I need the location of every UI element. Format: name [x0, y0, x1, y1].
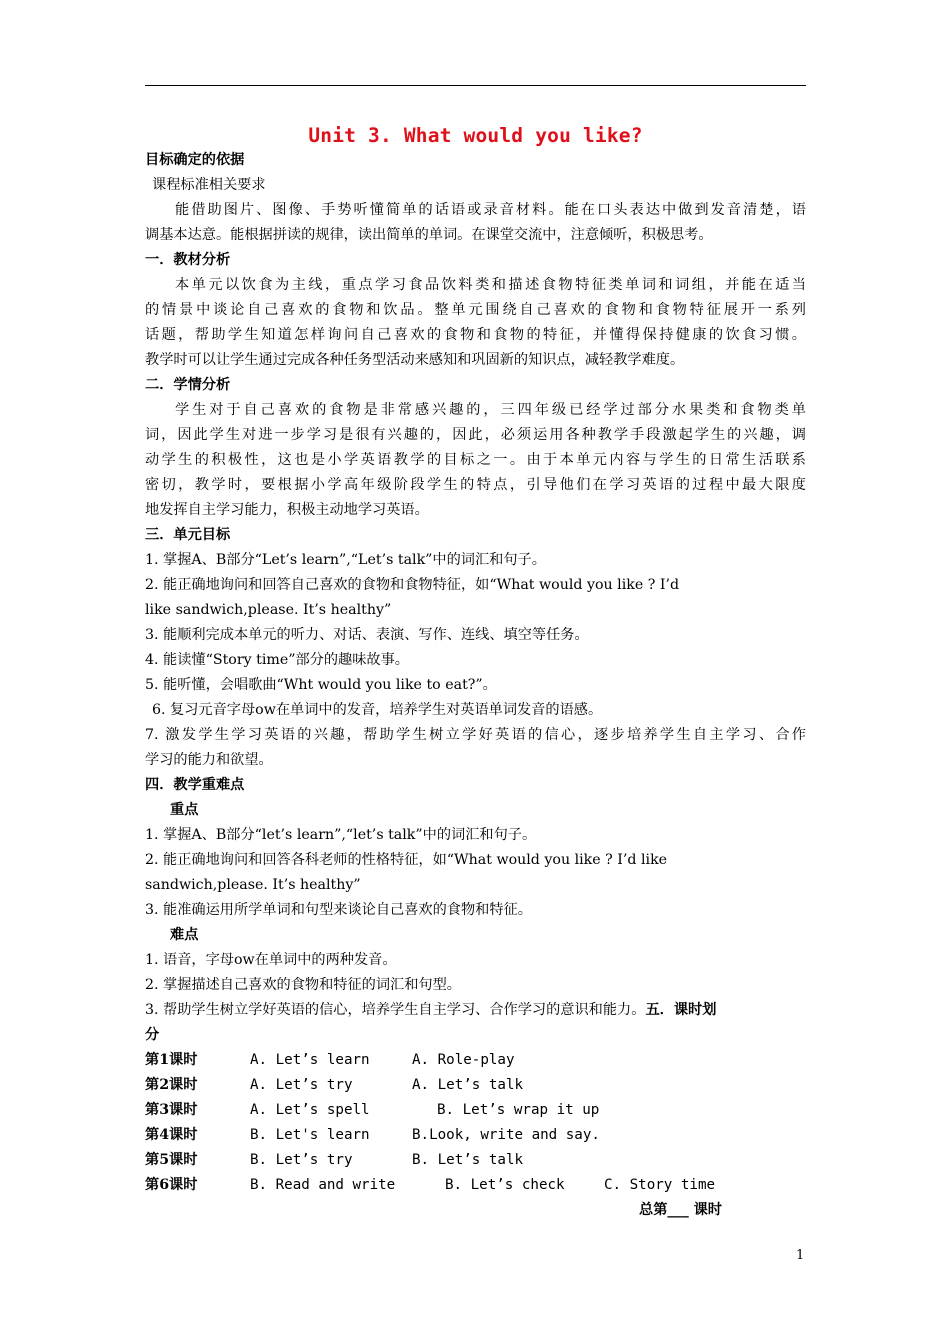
goal-5: 5. 能听懂，会唱歌曲“Wht would you like to eat?”。: [145, 677, 497, 693]
goal-2-line-2: like sandwich,please. It’s healthy”: [145, 602, 392, 618]
section-2-title: 二．学情分析: [145, 377, 231, 393]
section-1-title: 一．教材分析: [145, 252, 231, 268]
lesson-part-b: B. Let’s check: [445, 1177, 565, 1193]
lesson-part-a: B. Let's learn: [250, 1127, 370, 1143]
heading-basis: 目标确定的依据: [145, 152, 245, 168]
goal-4: 4. 能读懂“Story time”部分的趣味故事。: [145, 652, 409, 668]
goal-6: 6. 复习元音字母ow在单词中的发音，培养学生对英语单词发音的语感。: [152, 702, 603, 718]
lesson-part-b: B.Look, write and say.: [412, 1127, 600, 1143]
section-3-title: 三．单元目标: [145, 527, 231, 543]
lesson-part-a: B. Let’s try: [250, 1152, 353, 1168]
section-2-line-1: 学生对于自己喜欢的食物是非常感兴趣的，三四年级已经学过部分水果类和食物类单: [175, 402, 806, 418]
lesson-label: 第6课时: [145, 1177, 198, 1193]
goal-1: 1. 掌握A、B部分“Let’s learn”,“Let’s talk”中的词汇和句子。: [145, 552, 546, 568]
section-2-line-4: 密切，教学时，要根据小学高年级阶段学生的特点，引导他们在学习英语的过程中最大限度: [145, 477, 806, 493]
lesson-part-b: A. Let’s talk: [412, 1077, 524, 1093]
goal-2-line-1: 2. 能正确地询问和回答自己喜欢的食物和食物特征，如“What would you like ? I’d: [145, 577, 680, 593]
lesson-part-a: A. Let’s spell: [250, 1102, 370, 1118]
lesson-part-c: C. Story time: [604, 1177, 716, 1193]
lesson-part-a: A. Let’s try: [250, 1077, 353, 1093]
lesson-label: 第5课时: [145, 1152, 198, 1168]
difficult-points-title: 难点: [170, 927, 199, 943]
lesson-label: 第2课时: [145, 1077, 198, 1093]
difficult-point-3: [145, 1000, 806, 1020]
section-5-title: 五．课时划: [645, 1002, 717, 1018]
key-point-1: 1. 掌握A、B部分“let’s learn”,“let’s talk”中的词汇和句子。: [145, 827, 537, 843]
header-rule: [145, 85, 806, 86]
goal-3: 3. 能顺利完成本单元的听力、对话、表演、写作、连线、填空等任务。: [145, 627, 589, 643]
section-1-line-1: 本单元以饮食为主线，重点学习食品饮料类和描述食物特征类单词和词组，并能在适当: [175, 277, 806, 293]
lesson-part-a: A. Let’s learn: [250, 1052, 370, 1068]
lesson-label: 第3课时: [145, 1102, 198, 1118]
section-2-line-3: 动学生的积极性，这也是小学英语教学的目标之一。由于本单元内容与学生的日常生活联系: [145, 452, 806, 468]
lesson-part-b: A. Role-play: [412, 1052, 515, 1068]
difficult-point-1: 1. 语音，字母ow在单词中的两种发音。: [145, 952, 397, 968]
lesson-part-b: B. Let’s wrap it up: [437, 1102, 600, 1118]
lesson-part-b: B. Let’s talk: [412, 1152, 524, 1168]
key-points-title: 重点: [170, 802, 199, 818]
subheading-standard: 课程标准相关要求: [152, 177, 266, 193]
difficult-point-3-text: 3. 帮助学生树立学好英语的信心，培养学生自主学习、合作学习的意识和能力。: [145, 1002, 646, 1018]
lesson-label: 第4课时: [145, 1127, 198, 1143]
goal-7-line-1: 7. 激发学生学习英语的兴趣，帮助学生树立学好英语的信心，逐步培养学生自主学习、合作: [145, 727, 806, 743]
lesson-part-a: B. Read and write: [250, 1177, 396, 1193]
section-4-title: 四．教学重难点: [145, 777, 245, 793]
key-point-2-line-1: 2. 能正确地询问和回答各科老师的性格特征，如“What would you like ? I’d like: [145, 852, 668, 868]
page-number: 1: [796, 1248, 805, 1263]
key-point-3: 3. 能准确运用所学单词和句型来谈论自己喜欢的食物和特征。: [145, 902, 532, 918]
section-1-line-3: 话题，帮助学生知道怎样询问自己喜欢的食物和食物的特征，并懂得保持健康的饮食习惯。: [145, 327, 806, 343]
section-2-line-5: 地发挥自主学习能力，积极主动地学习英语。: [145, 502, 429, 518]
standard-line-2: 调基本达意。能根据拼读的规律，读出简单的单词。在课堂交流中，注意倾听，积极思考。: [145, 227, 713, 243]
section-1-line-2: 的情景中谈论自己喜欢的食物和饮品。整单元围绕自己喜欢的食物和食物特征展开一系列: [145, 302, 806, 318]
lesson-label: 第1课时: [145, 1052, 198, 1068]
difficult-point-2: 2. 掌握描述自己喜欢的食物和特征的词汇和句型。: [145, 977, 461, 993]
section-1-line-4: 教学时可以让学生通过完成各种任务型活动来感知和巩固新的知识点，减轻教学难度。: [145, 352, 685, 368]
key-point-2-line-2: sandwich,please. It’s healthy”: [145, 877, 361, 893]
goal-7-line-2: 学习的能力和欲望。: [145, 752, 273, 768]
total-lessons-label: 总第___ 课时: [639, 1202, 722, 1218]
section-2-line-2: 词，因此学生对进一步学习是很有兴趣的，因此，必须运用各种教学手段激起学生的兴趣，调: [145, 427, 806, 443]
page-title: Unit 3. What would you like?: [308, 124, 643, 147]
section-5-title-cont: 分: [145, 1027, 160, 1043]
standard-line-1: 能借助图片、图像、手势听懂简单的话语或录音材料。能在口头表达中做到发音清楚，语: [175, 202, 806, 218]
